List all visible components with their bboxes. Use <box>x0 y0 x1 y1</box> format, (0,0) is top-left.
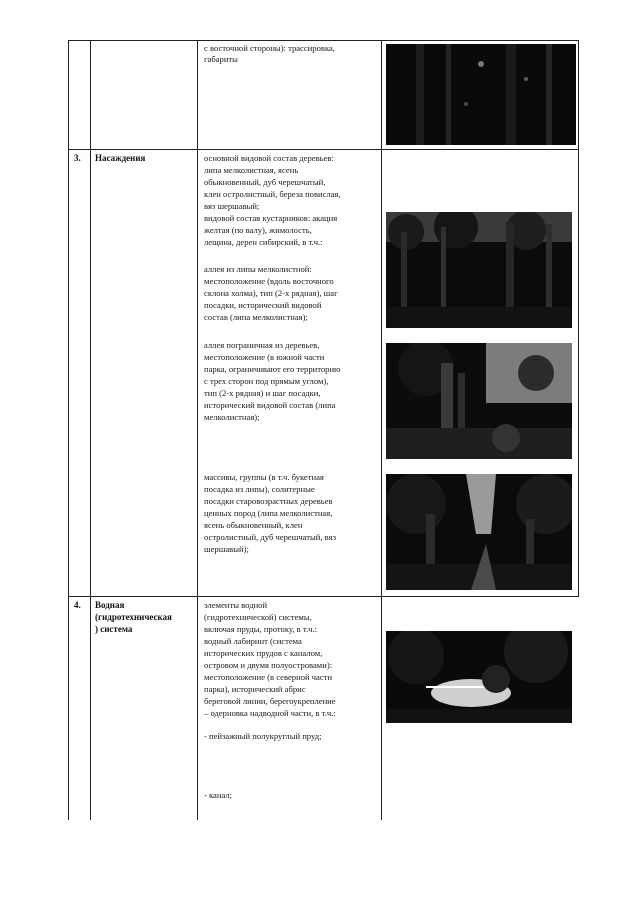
row-name: Насаждения <box>95 153 146 163</box>
text-line: аллея из липы мелколистной: <box>204 264 312 274</box>
text-line: исторических прудов с каналом, <box>204 648 323 658</box>
text-line: водный лабиринт (система <box>204 636 302 646</box>
column-divider-name <box>197 40 198 820</box>
row-name-line: Водная <box>95 600 125 610</box>
text-line: видовой состав кустарников: акация <box>204 213 338 223</box>
text-line: ценных пород (липа мелколистная, <box>204 508 333 518</box>
text-line: парка), исторический абрис <box>204 684 306 694</box>
row-number: 4. <box>74 600 81 610</box>
text-line: посадки старовозрастных деревьев <box>204 496 333 506</box>
text-line: посадки, исторический видовой <box>204 300 322 310</box>
column-divider-number <box>90 40 91 820</box>
text-line: местоположение (в северной части <box>204 672 333 682</box>
text-line: береговой линии, берегоукрепление <box>204 696 336 706</box>
text-line: липа мелколистная, ясень <box>204 165 299 175</box>
text-line: основной видовой состав деревьев: <box>204 153 334 163</box>
photo-linden-alley <box>386 212 572 328</box>
row-divider-2 <box>68 596 579 597</box>
canal-line: - канал; <box>204 790 233 800</box>
semicircular-pond-line: - пейзажный полукруглый пруд; <box>204 731 322 741</box>
text-line: включая пруды, протоку, в т.ч.: <box>204 624 317 634</box>
row1-description-line: с восточной стороны): трассировка, <box>204 43 335 53</box>
text-line: лещина, дерен сибирский, в т.ч.: <box>204 237 323 247</box>
photo-border-alley <box>386 343 572 459</box>
text-line: вяз шершавый; <box>204 201 260 211</box>
row-number: 3. <box>74 153 81 163</box>
text-line: островом и двумя полуостровами): <box>204 660 333 670</box>
column-divider-description <box>381 40 382 820</box>
text-line: состав (липа мелколистная); <box>204 312 308 322</box>
text-line: остролистный, дуб черешчатый, вяз <box>204 532 336 542</box>
table-border-top <box>68 40 579 41</box>
text-line: местоположение (вдоль восточного <box>204 276 334 286</box>
row-divider-1 <box>68 149 579 150</box>
text-line: тип (2-х рядная) и шаг посадки, <box>204 388 321 398</box>
text-line: мелколистная); <box>204 412 260 422</box>
text-line: парка, ограничивают его территорию <box>204 364 341 374</box>
photo-tree-groves <box>386 474 572 590</box>
text-line: обыкновенный, дуб черешчатый, <box>204 177 326 187</box>
text-line: (гидротехнической) системы, <box>204 612 312 622</box>
text-line: шершавый); <box>204 544 249 554</box>
text-line: элементы водной <box>204 600 268 610</box>
text-line: ясень обыкновенный, клен <box>204 520 303 530</box>
photo-forest-path <box>386 44 576 145</box>
row-name-line: (гидротехническая <box>95 612 172 622</box>
text-line: местоположение (в южной части <box>204 352 325 362</box>
row-name-line: ) система <box>95 624 133 634</box>
text-line: с трех сторон под прямым углом), <box>204 376 329 386</box>
text-line: – одерновка надводной части, в т.ч.: <box>204 708 336 718</box>
text-line: клен остролистный, береза повислая, <box>204 189 341 199</box>
table-border-left <box>68 40 69 820</box>
photo-water-labyrinth <box>386 631 572 723</box>
text-line: желтая (по валу), жимолость, <box>204 225 312 235</box>
text-line: исторический видовой состав (липа <box>204 400 336 410</box>
text-line: аллея пограничная из деревьев, <box>204 340 320 350</box>
text-line: склона холма), тип (2-х рядная), шаг <box>204 288 338 298</box>
text-line: массивы, группы (в т.ч. букетная <box>204 472 324 482</box>
text-line: посадка из липы), солитерные <box>204 484 315 494</box>
table-border-right <box>578 40 579 596</box>
row1-description-line: габариты <box>204 54 238 64</box>
